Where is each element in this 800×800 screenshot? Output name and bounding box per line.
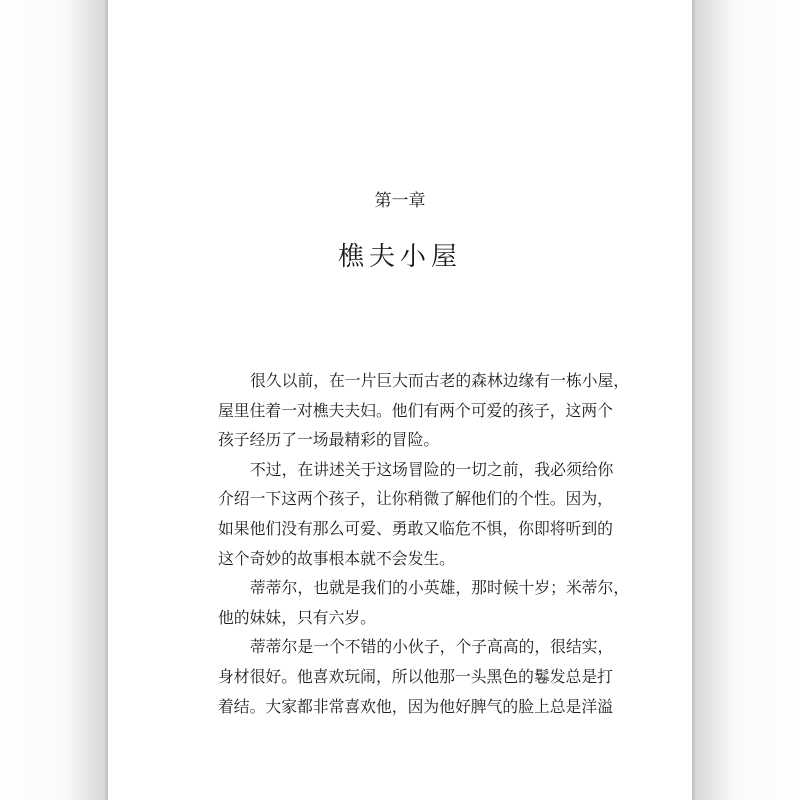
chapter-title: 樵夫小屋 — [337, 242, 462, 272]
text-line: 如果他们没有那么可爱、勇敢又临危不惧，你即将听到的 — [218, 518, 613, 538]
text-line: 这个奇妙的故事根本就不会发生。 — [218, 548, 455, 568]
text-line: 孩子经历了一场最精彩的冒险。 — [218, 430, 440, 450]
text-line: 他的妹妹，只有六岁。 — [218, 607, 376, 627]
text-line: 屋里住着一对樵夫夫妇。他们有两个可爱的孩子，这两个 — [218, 400, 613, 420]
text-line: 不过，在讲述关于这场冒险的一切之前，我必须给你 — [250, 459, 614, 479]
page-edge-right — [692, 0, 800, 800]
page-edge-left — [0, 0, 108, 800]
text-line: 很久以前，在一片巨大而古老的森林边缘有一栋小屋， — [250, 371, 630, 390]
text-line: 蒂蒂尔是一个不错的小伙子，个子高高的，很结实， — [250, 637, 614, 657]
text-line: 蒂蒂尔，也就是我们的小英雄，那时候十岁；米蒂尔， — [250, 578, 630, 598]
text-line: 着结。大家都非常喜欢他，因为他好脾气的脸上总是洋溢 — [218, 696, 613, 716]
body-text — [218, 366, 630, 721]
chapter-label: 第一章 — [374, 191, 426, 211]
text-line: 介绍一下这两个孩子，让你稍微了解他们的个性。因为， — [218, 489, 613, 509]
text-line: 身材很好。他喜欢玩闹，所以他那一头黑色的鬈发总是打 — [218, 666, 613, 686]
